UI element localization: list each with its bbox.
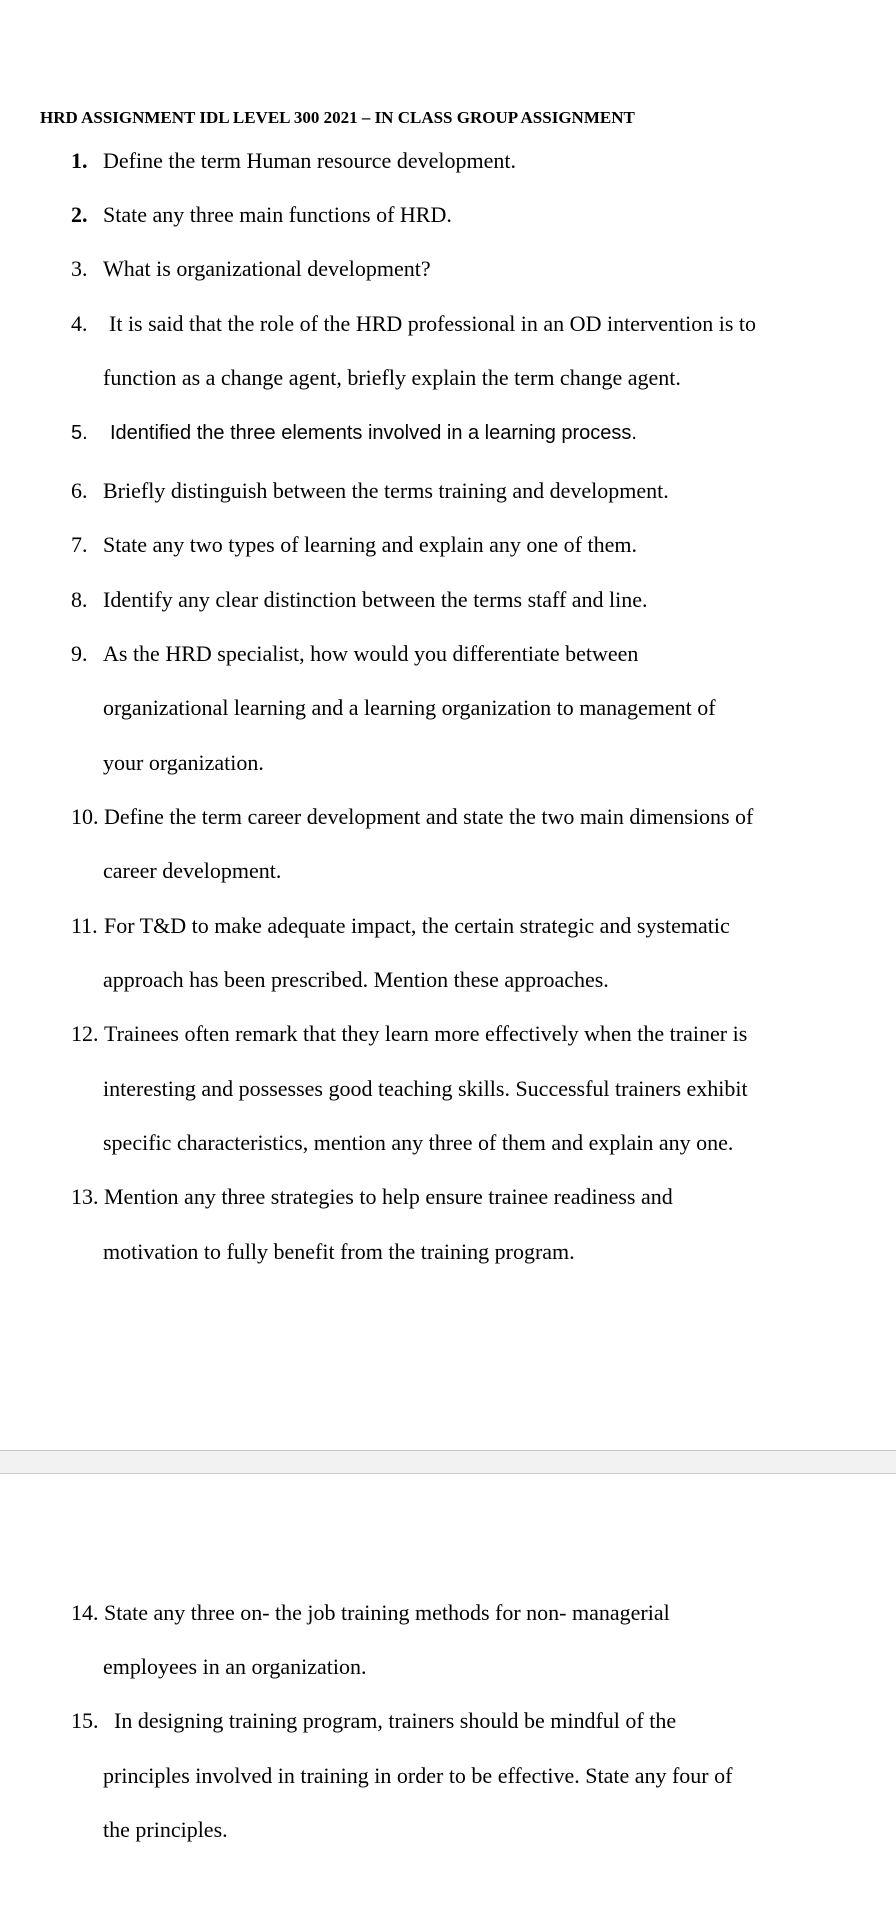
question-text: career development. [103,858,282,883]
question-text: approach has been prescribed. Mention these approaches. [103,967,609,992]
question-text: As the HRD specialist, how would you differentiate between [103,641,639,666]
question-number: 7. [71,532,88,557]
page-break-divider [0,1450,896,1474]
question-text: specific characteristics, mention any three of them and explain any one. [103,1130,734,1155]
question-text: your organization. [103,750,264,775]
question-number: 13. [71,1184,99,1209]
question-text: Mention any three strategies to help ensure trainee readiness and [104,1184,673,1209]
page-title: HRD ASSIGNMENT IDL LEVEL 300 2021 – IN CLASS GROUP ASSIGNMENT [40,108,635,127]
question-number: 15. [71,1708,99,1733]
question-text: function as a change agent, briefly explain the term change agent. [103,365,681,390]
question-number: 2. [71,202,88,227]
question-text: motivation to fully benefit from the training program. [103,1239,575,1264]
question-text: Briefly distinguish between the terms training and development. [103,478,669,503]
question-number: 10. [71,804,99,829]
question-number: 6. [71,478,88,503]
question-number: 3. [71,256,88,281]
question-text: State any two types of learning and explain any one of them. [103,532,637,557]
question-text: employees in an organization. [103,1654,367,1679]
question-text: For T&D to make adequate impact, the certain strategic and systematic [104,913,730,938]
question-number: 8. [71,587,88,612]
question-text: principles involved in training in order to be effective. State any four of [103,1763,733,1788]
question-number: 9. [71,641,88,666]
question-text: Define the term career development and state the two main dimensions of [104,804,754,829]
question-number: 4. [71,311,88,336]
question-text: What is organizational development? [103,256,431,281]
question-text: interesting and possesses good teaching skills. Successful trainers exhibit [103,1076,748,1101]
question-text: It is said that the role of the HRD professional in an OD intervention is to [109,311,757,336]
question-text: Trainees often remark that they learn more effectively when the trainer is [104,1021,748,1046]
question-number: 1. [71,148,88,173]
question-text: Identify any clear distinction between the terms staff and line. [103,587,648,612]
question-number: 14. [71,1600,99,1625]
question-text: In designing training program, trainers should be mindful of the [114,1708,677,1733]
question-text: the principles. [103,1817,228,1842]
question-number: 11. [71,913,98,938]
question-text: Identified the three elements involved in a learning process. [110,422,637,444]
question-text: organizational learning and a learning organization to management of [103,695,716,720]
question-text: Define the term Human resource development. [103,148,516,173]
question-number: 12. [71,1021,99,1046]
question-number: 5. [71,422,88,444]
question-text: State any three main functions of HRD. [103,202,452,227]
question-text: State any three on- the job training methods for non- managerial [104,1600,670,1625]
